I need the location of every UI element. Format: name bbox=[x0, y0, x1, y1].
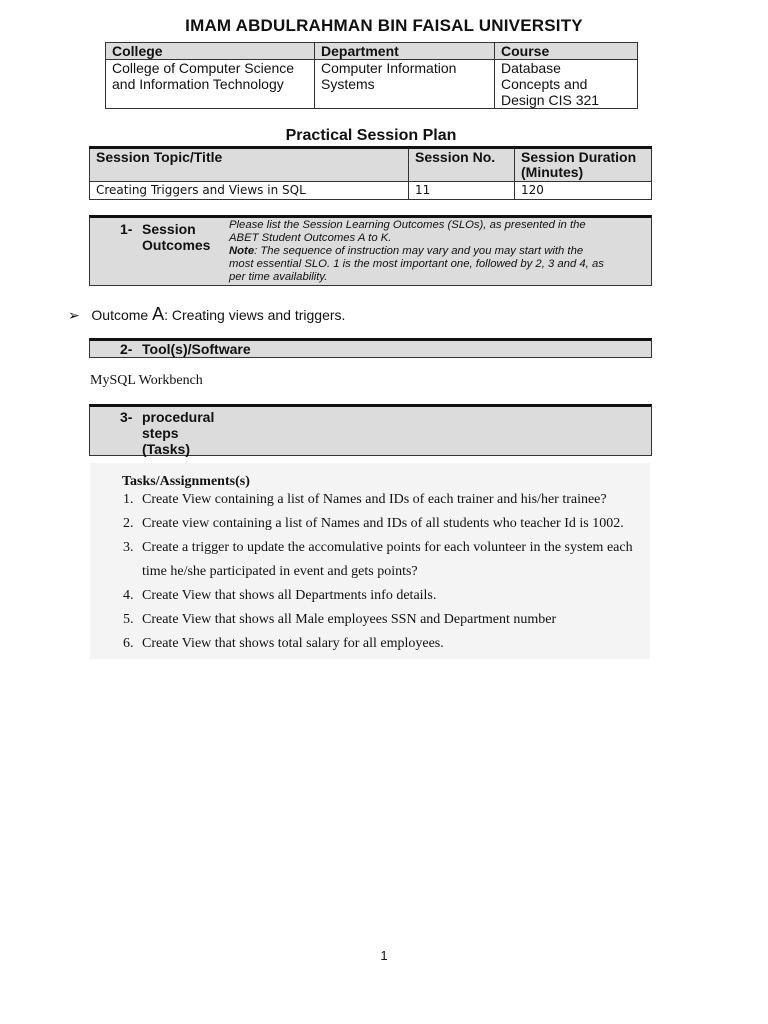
duration-header bbox=[515, 148, 652, 182]
instruction-line: ABET Student Outcomes A to K. bbox=[229, 232, 392, 244]
task-text: Create View that shows total salary for all employees. bbox=[142, 636, 444, 651]
topic-header: Session Topic/Title bbox=[90, 148, 409, 182]
department-header: Department bbox=[315, 43, 495, 60]
task-continuation: time he/she participated in event and gets points? bbox=[142, 564, 418, 579]
arrow-bullet-icon: ➢ bbox=[68, 307, 80, 323]
task-text: Create View containing a list of Names and IDs of each trainer and his/her trainee? bbox=[142, 492, 607, 507]
note-text: : The sequence of instruction may vary and you may start with the bbox=[254, 245, 584, 257]
department-line: Computer Information bbox=[321, 60, 457, 76]
task-number: 4. bbox=[123, 588, 134, 603]
list-item bbox=[123, 540, 648, 556]
note-line: most essential SLO. 1 is the most important one, followed by 2, 3 and 4, as bbox=[229, 258, 604, 270]
section-title-line: steps bbox=[142, 425, 179, 441]
section-title: Tool(s)/Software bbox=[142, 341, 251, 357]
session-number-header: Session No. bbox=[409, 148, 515, 182]
note-line: per time availability. bbox=[229, 271, 328, 283]
table-row bbox=[106, 60, 638, 109]
course-info-table bbox=[105, 42, 638, 109]
task-text: Create view containing a list of Names and IDs of all students who teacher Id is 1002. bbox=[142, 516, 624, 531]
course-line: Concepts and bbox=[501, 76, 588, 92]
tool-software-value: MySQL Workbench bbox=[90, 373, 203, 388]
course-line: Database bbox=[501, 60, 561, 76]
section-number: 1- bbox=[120, 221, 133, 237]
list-item bbox=[123, 492, 648, 508]
list-item bbox=[123, 636, 648, 652]
duration-header-line: Session Duration bbox=[521, 149, 637, 165]
tasks-panel bbox=[90, 463, 650, 659]
list-item bbox=[123, 516, 648, 532]
table-header-row bbox=[106, 43, 638, 60]
table-row bbox=[90, 182, 652, 200]
instruction-line: Please list the Session Learning Outcomes (SLOs), as presented in the bbox=[229, 219, 586, 231]
college-header: College bbox=[106, 43, 315, 60]
course-header: Course bbox=[495, 43, 638, 60]
section-title-line: procedural bbox=[142, 409, 215, 425]
duration-value: 120 bbox=[515, 182, 652, 200]
university-title: IMAM ABDULRAHMAN BIN FAISAL UNIVERSITY bbox=[185, 16, 583, 35]
session-outcomes-section bbox=[89, 215, 652, 286]
duration-header-line: (Minutes) bbox=[521, 164, 584, 180]
course-cell bbox=[495, 60, 638, 109]
note-label: Note bbox=[229, 245, 255, 257]
department-line: Systems bbox=[321, 76, 375, 92]
task-number: 3. bbox=[123, 540, 134, 555]
task-text: Create View that shows all Male employees SSN and Department number bbox=[142, 612, 557, 627]
outcome-prefix: Outcome bbox=[91, 307, 153, 323]
page-number: 1 bbox=[380, 948, 388, 963]
section-title bbox=[142, 221, 210, 253]
college-line: and Information Technology bbox=[112, 76, 284, 92]
task-text: Create View that shows all Departments info details. bbox=[142, 588, 437, 603]
section-number: 2- bbox=[120, 341, 133, 357]
procedural-steps-section bbox=[89, 404, 652, 456]
list-item bbox=[123, 612, 648, 628]
tasks-heading: Tasks/Assignments(s) bbox=[122, 474, 250, 489]
topic-value: Creating Triggers and Views in SQL bbox=[90, 182, 409, 200]
list-item bbox=[123, 588, 648, 604]
college-cell bbox=[106, 60, 315, 109]
slo-instructions bbox=[229, 219, 647, 284]
plan-title: Practical Session Plan bbox=[285, 127, 457, 144]
outcome-text: : Creating views and triggers. bbox=[164, 307, 346, 323]
section-title-line: Outcomes bbox=[142, 237, 211, 253]
note-line bbox=[229, 245, 647, 258]
task-number: 5. bbox=[123, 612, 134, 627]
college-line: College of Computer Science bbox=[112, 60, 295, 76]
section-number: 3- bbox=[120, 409, 133, 425]
task-text: Create a trigger to update the accomulative points for each volunteer in the system each bbox=[142, 540, 633, 555]
tools-section bbox=[89, 338, 652, 358]
department-cell bbox=[315, 60, 495, 109]
session-table bbox=[89, 146, 652, 200]
table-header-row bbox=[90, 148, 652, 182]
section-title-line: (Tasks) bbox=[142, 441, 190, 457]
outcome-a bbox=[68, 304, 345, 325]
session-number-value: 11 bbox=[409, 182, 515, 200]
outcome-letter: A bbox=[152, 304, 165, 324]
task-number: 2. bbox=[123, 516, 134, 531]
section-title bbox=[142, 409, 214, 457]
section-title-line: Session bbox=[142, 221, 196, 237]
task-number: 1. bbox=[123, 492, 134, 507]
task-number: 6. bbox=[123, 636, 134, 651]
course-line: Design CIS 321 bbox=[501, 92, 600, 108]
